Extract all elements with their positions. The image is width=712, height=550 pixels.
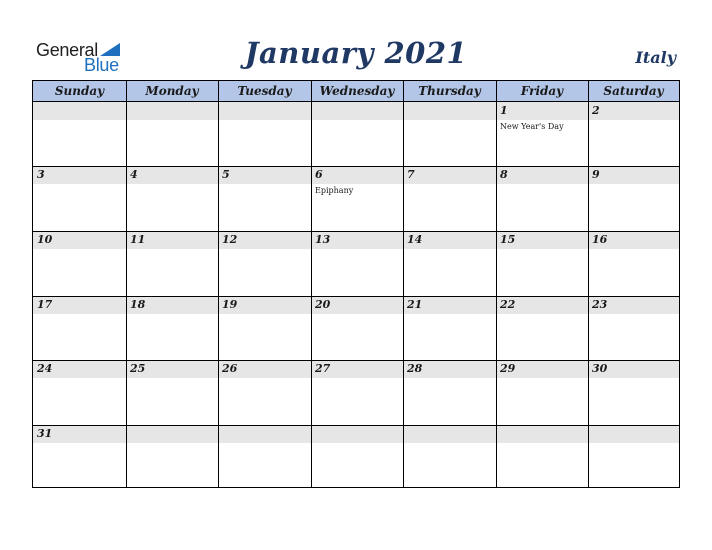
day-number: 16 bbox=[592, 233, 608, 246]
day-number: 9 bbox=[592, 168, 600, 181]
day-number-band bbox=[588, 166, 679, 184]
day-cell-empty bbox=[496, 425, 588, 487]
column-divider bbox=[403, 81, 404, 487]
calendar-grid bbox=[32, 80, 680, 488]
day-number: 21 bbox=[407, 298, 423, 311]
weekday-header-monday: Monday bbox=[145, 84, 199, 98]
day-cell-17 bbox=[33, 296, 126, 360]
day-number-band bbox=[218, 166, 311, 184]
weekday-header-saturday: Saturday bbox=[603, 84, 664, 98]
day-number-band bbox=[311, 166, 403, 184]
day-number-band bbox=[496, 425, 588, 443]
day-cell-empty bbox=[218, 102, 311, 166]
day-cell-2 bbox=[588, 102, 679, 166]
day-number: 20 bbox=[315, 298, 331, 311]
day-cell-24 bbox=[33, 360, 126, 425]
day-cell-empty bbox=[403, 102, 496, 166]
day-cell-7 bbox=[403, 166, 496, 231]
day-number: 28 bbox=[407, 362, 423, 375]
row-divider bbox=[33, 296, 679, 297]
day-number: 4 bbox=[130, 168, 138, 181]
day-cell-3 bbox=[33, 166, 126, 231]
day-number-band bbox=[311, 425, 403, 443]
day-number: 2 bbox=[592, 104, 600, 117]
column-divider bbox=[218, 81, 219, 487]
column-divider bbox=[496, 81, 497, 487]
day-number-band bbox=[126, 166, 218, 184]
day-cell-empty bbox=[588, 425, 679, 487]
day-cell-empty bbox=[311, 102, 403, 166]
day-number: 7 bbox=[407, 168, 415, 181]
day-cell-empty bbox=[33, 102, 126, 166]
country-label: Italy bbox=[635, 48, 676, 67]
day-number: 18 bbox=[130, 298, 146, 311]
weekday-header-wednesday: Wednesday bbox=[319, 84, 395, 98]
day-number-band bbox=[126, 425, 218, 443]
day-cell-28 bbox=[403, 360, 496, 425]
logo-word-general: General bbox=[36, 40, 98, 60]
day-number-band bbox=[496, 102, 588, 120]
day-number: 25 bbox=[130, 362, 146, 375]
day-number: 14 bbox=[407, 233, 423, 246]
day-number: 17 bbox=[37, 298, 53, 311]
day-cell-4 bbox=[126, 166, 218, 231]
day-cell-15 bbox=[496, 231, 588, 296]
column-divider bbox=[588, 81, 589, 487]
day-number: 8 bbox=[500, 168, 508, 181]
day-number-band bbox=[403, 425, 496, 443]
day-cell-empty bbox=[126, 425, 218, 487]
day-cell-13 bbox=[311, 231, 403, 296]
row-divider bbox=[33, 425, 679, 426]
day-number-band bbox=[126, 102, 218, 120]
day-number-band bbox=[403, 102, 496, 120]
day-number: 10 bbox=[37, 233, 53, 246]
day-number: 19 bbox=[222, 298, 238, 311]
day-number-band bbox=[33, 166, 126, 184]
day-number: 23 bbox=[592, 298, 608, 311]
day-cell-8 bbox=[496, 166, 588, 231]
day-cell-9 bbox=[588, 166, 679, 231]
day-cell-27 bbox=[311, 360, 403, 425]
day-number-band bbox=[218, 425, 311, 443]
weekday-header-row bbox=[33, 81, 679, 102]
day-cell-10 bbox=[33, 231, 126, 296]
weekday-header-friday: Friday bbox=[520, 84, 564, 98]
day-number: 12 bbox=[222, 233, 238, 246]
day-cell-22 bbox=[496, 296, 588, 360]
day-cell-18 bbox=[126, 296, 218, 360]
day-number: 30 bbox=[592, 362, 608, 375]
day-cell-empty bbox=[126, 102, 218, 166]
day-cell-1 bbox=[496, 102, 588, 166]
day-cell-6 bbox=[311, 166, 403, 231]
day-cell-20 bbox=[311, 296, 403, 360]
day-cell-21 bbox=[403, 296, 496, 360]
day-cell-23 bbox=[588, 296, 679, 360]
day-number: 31 bbox=[37, 427, 53, 440]
day-number: 26 bbox=[222, 362, 238, 375]
page-title: January 2021 bbox=[244, 36, 468, 70]
day-cell-16 bbox=[588, 231, 679, 296]
holiday-label: Epiphany bbox=[315, 186, 354, 195]
holiday-label: New Year's Day bbox=[500, 122, 564, 131]
day-cell-empty bbox=[311, 425, 403, 487]
day-number-band bbox=[403, 166, 496, 184]
weekday-header-tuesday: Tuesday bbox=[237, 84, 292, 98]
day-number-band bbox=[588, 102, 679, 120]
day-cell-26 bbox=[218, 360, 311, 425]
day-cell-19 bbox=[218, 296, 311, 360]
day-number: 22 bbox=[500, 298, 516, 311]
row-divider bbox=[33, 231, 679, 232]
day-number: 6 bbox=[315, 168, 323, 181]
weekday-header-sunday: Sunday bbox=[54, 84, 105, 98]
day-number-band bbox=[311, 102, 403, 120]
day-cell-5 bbox=[218, 166, 311, 231]
day-cell-empty bbox=[403, 425, 496, 487]
day-number: 11 bbox=[130, 233, 146, 246]
column-divider bbox=[126, 81, 127, 487]
logo-word-blue: Blue bbox=[84, 55, 119, 75]
column-divider bbox=[311, 81, 312, 487]
day-number-band bbox=[33, 102, 126, 120]
day-number-band bbox=[218, 102, 311, 120]
weekday-header-thursday: Thursday bbox=[418, 84, 481, 98]
day-number: 29 bbox=[500, 362, 516, 375]
day-cell-empty bbox=[218, 425, 311, 487]
day-cell-12 bbox=[218, 231, 311, 296]
day-cell-11 bbox=[126, 231, 218, 296]
row-divider bbox=[33, 166, 679, 167]
day-cell-30 bbox=[588, 360, 679, 425]
day-number: 5 bbox=[222, 168, 230, 181]
day-number-band bbox=[588, 425, 679, 443]
day-number: 24 bbox=[37, 362, 53, 375]
day-number-band bbox=[496, 166, 588, 184]
day-number: 1 bbox=[500, 104, 508, 117]
day-number: 15 bbox=[500, 233, 516, 246]
day-number: 3 bbox=[37, 168, 45, 181]
day-number: 27 bbox=[315, 362, 331, 375]
day-cell-29 bbox=[496, 360, 588, 425]
day-cell-31 bbox=[33, 425, 126, 487]
row-divider bbox=[33, 360, 679, 361]
day-cell-25 bbox=[126, 360, 218, 425]
day-number: 13 bbox=[315, 233, 331, 246]
day-cell-14 bbox=[403, 231, 496, 296]
